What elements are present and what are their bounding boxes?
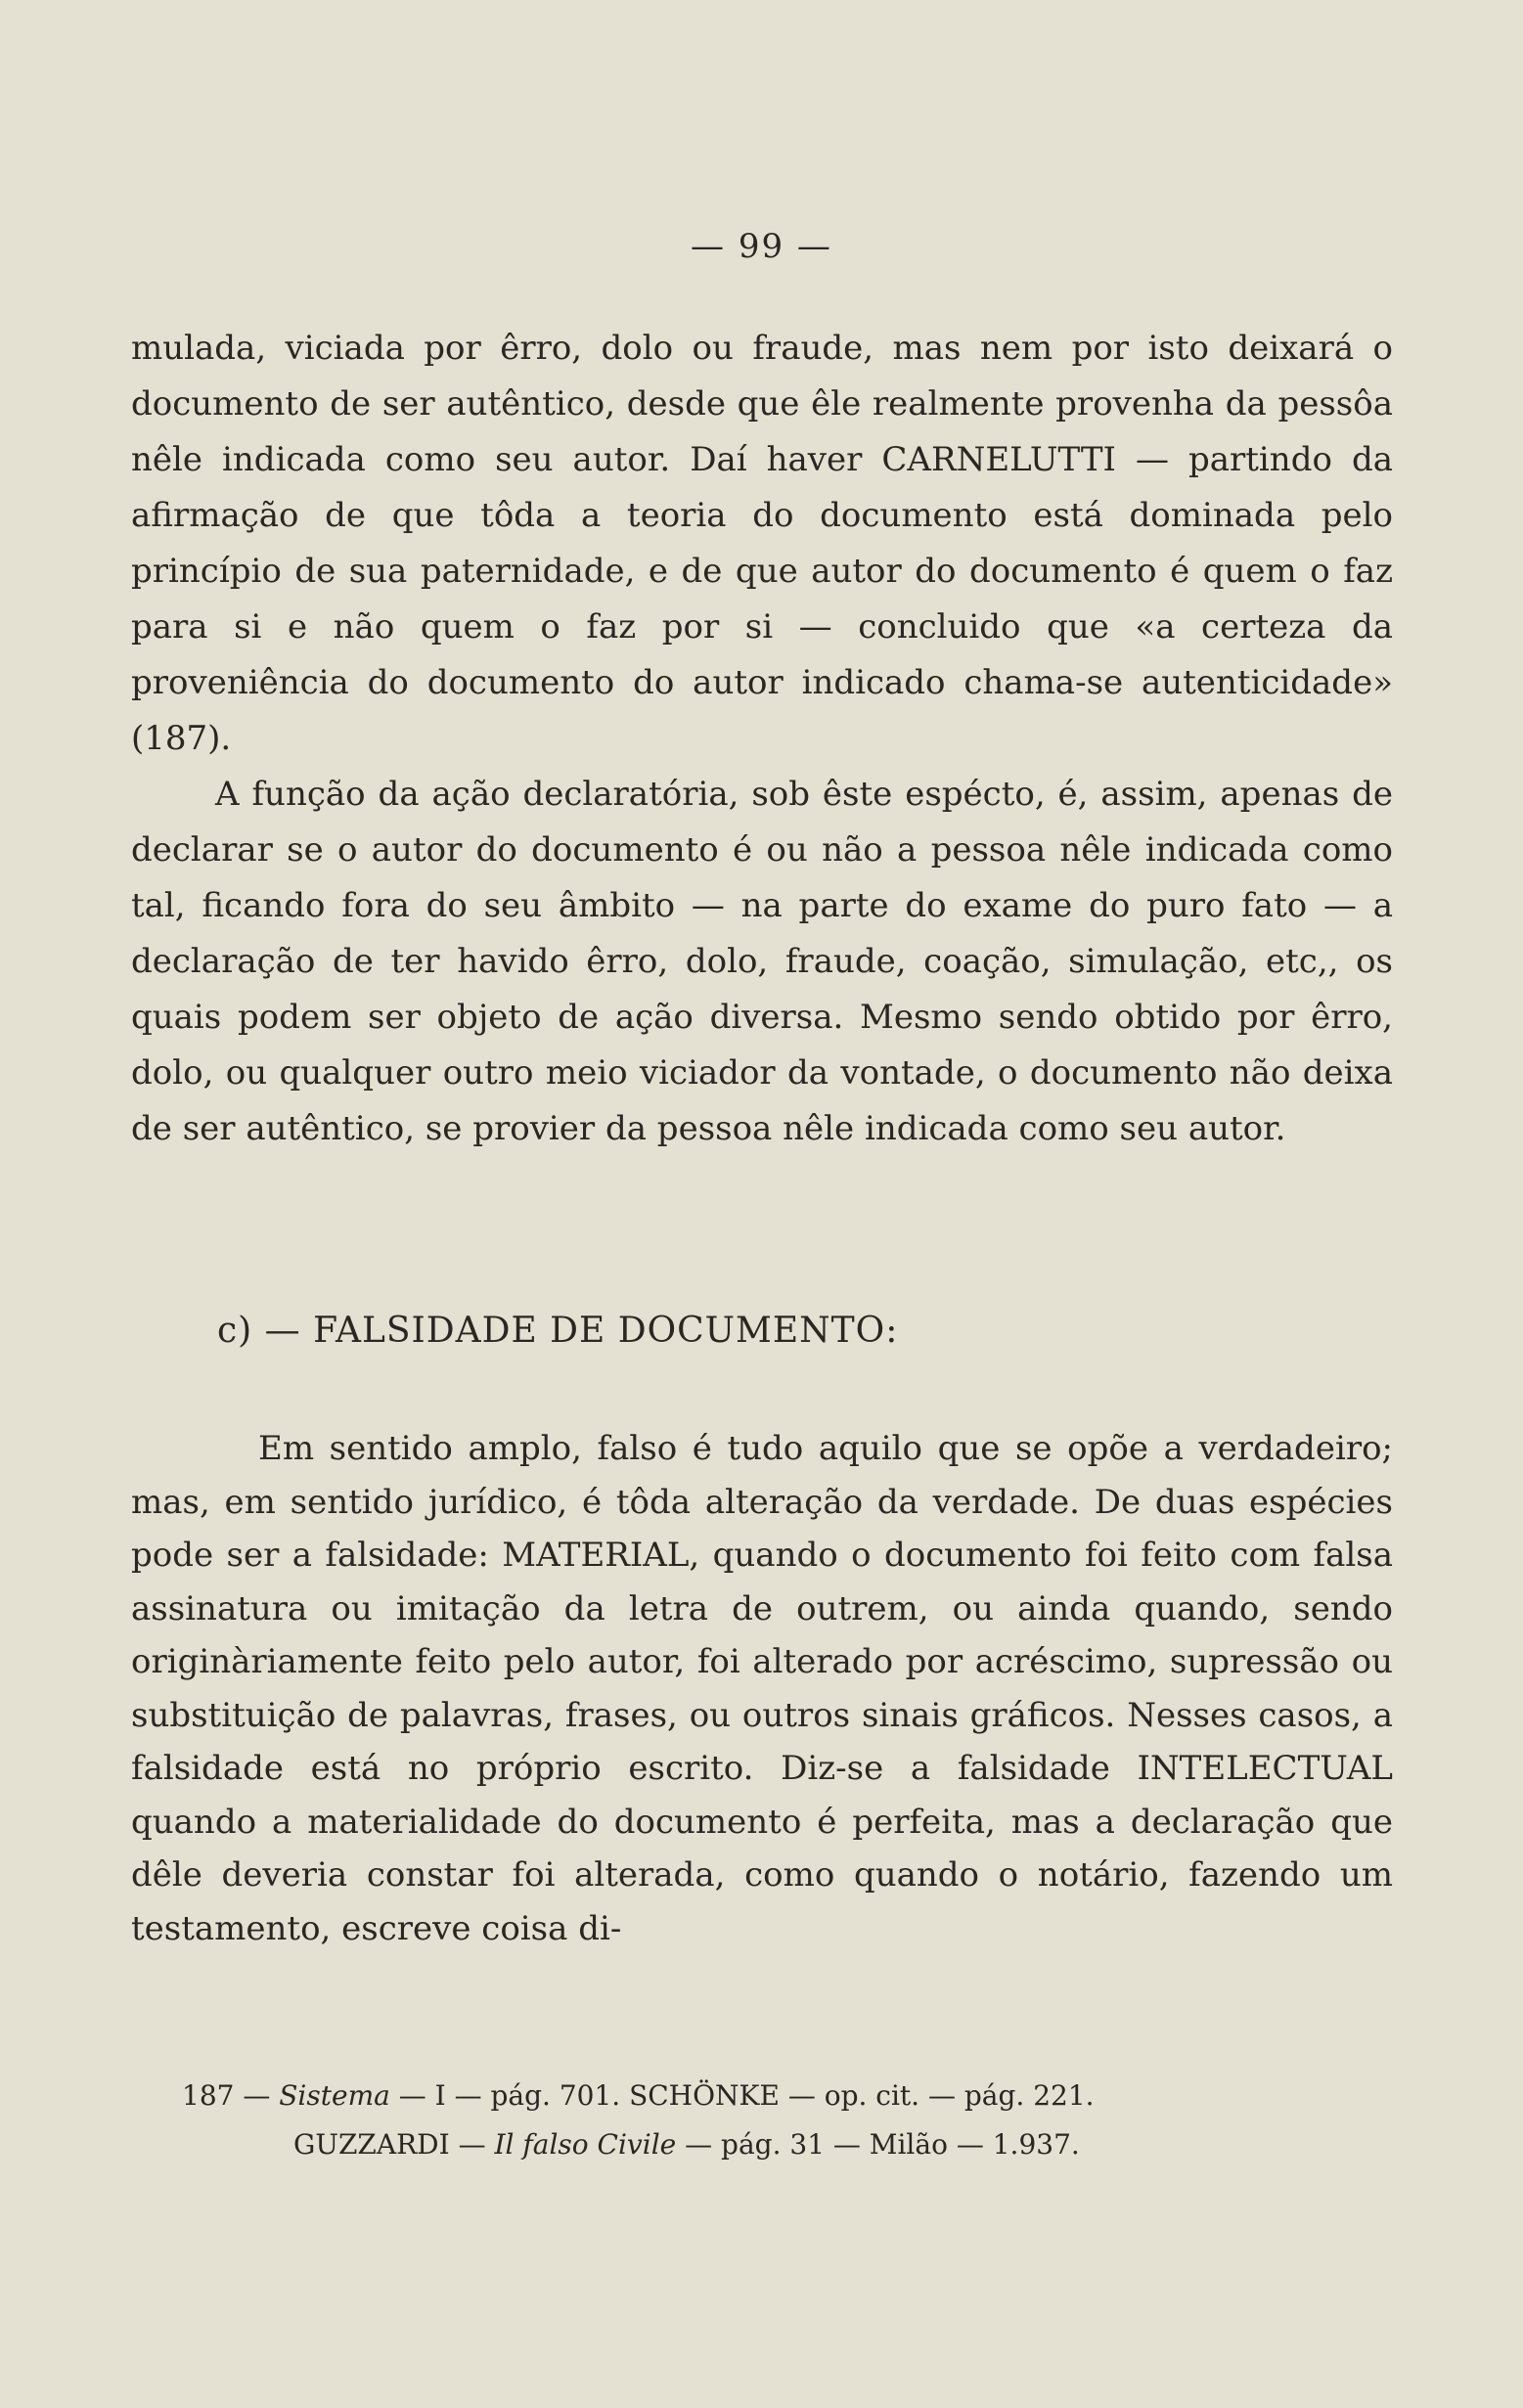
- paragraph-text: mulada, viciada por êrro, dolo ou fraude, mas nem por isto deixará o documento de ser autêntico, desde que êle realmente provenha da pessôa nêle indicada como seu autor. Daí haver CARNELUTTI — partindo da afirmação de que tôda a teoria do documento está dominada pelo princípio de sua paternidade, e de que autor do documento é quem o faz para si e não quem o faz por si — concluido que «a certeza da proveniência do documento do autor indicado chama-se autenticidade» (187).: [131, 329, 1393, 758]
- paragraph-continuation: [131, 321, 1393, 767]
- paragraph-declaratory-action: [131, 767, 1393, 1157]
- footnote-text: — I — pág. 701. SCHÖNKE — op. cit. — pág. 221.: [389, 2079, 1095, 2112]
- footnote-187: [182, 2072, 1356, 2120]
- footnote-text: — pág. 31 — Milão — 1.937.: [676, 2128, 1080, 2161]
- paragraph-falsity: [131, 1422, 1393, 1955]
- footnote-author: GUZZARDI —: [293, 2128, 495, 2161]
- paragraph-text: A função da ação declaratória, sob êste espécto, é, assim, apenas de declarar se o autor do documento é ou não a pessoa nêle indicada como tal, ficando fora do seu âmbito — na parte do exame do puro fato — a declaração de ter havido êrro, dolo, fraude, coação, simulação, etc,, os quais podem ser objeto de ação diversa. Mesmo sendo obtido por êrro, dolo, ou qualquer outro meio viciador da vontade, o documento não deixa de ser autêntico, se provier da pessoa nêle indicada como seu autor.: [131, 775, 1393, 1148]
- footnote-number: 187 —: [182, 2079, 271, 2112]
- section-heading: c) — FALSIDADE DE DOCUMENTO:: [217, 1311, 899, 1351]
- footnote-title: Il falso Civile: [494, 2128, 677, 2161]
- footnote-guzzardi: [182, 2120, 1356, 2169]
- page-number: — 99 —: [691, 227, 832, 266]
- paragraph-text: Em sentido amplo, falso é tudo aquilo que se opõe a verdadeiro; mas, em sentido jurídico, é tôda alteração da verdade. De duas espécies pode ser a falsidade: MATERIAL, quando o documento foi feito com falsa assinatura ou imitação da letra de outrem, ou ainda quando, sendo originàriamente feito pelo autor, foi alterado por acréscimo, supressão ou substituição de palavras, frases, ou outros sinais gráficos. Nesses casos, a falsidade está no próprio escrito. Diz-se a falsidade INTELECTUAL quando a materialidade do documento é perfeita, mas a declaração que dêle deveria constar foi alterada, como quando o notário, fazendo um testamento, escreve coisa di-: [131, 1429, 1393, 1948]
- footnote-title: Sistema: [279, 2079, 390, 2112]
- footnotes: [182, 2072, 1356, 2169]
